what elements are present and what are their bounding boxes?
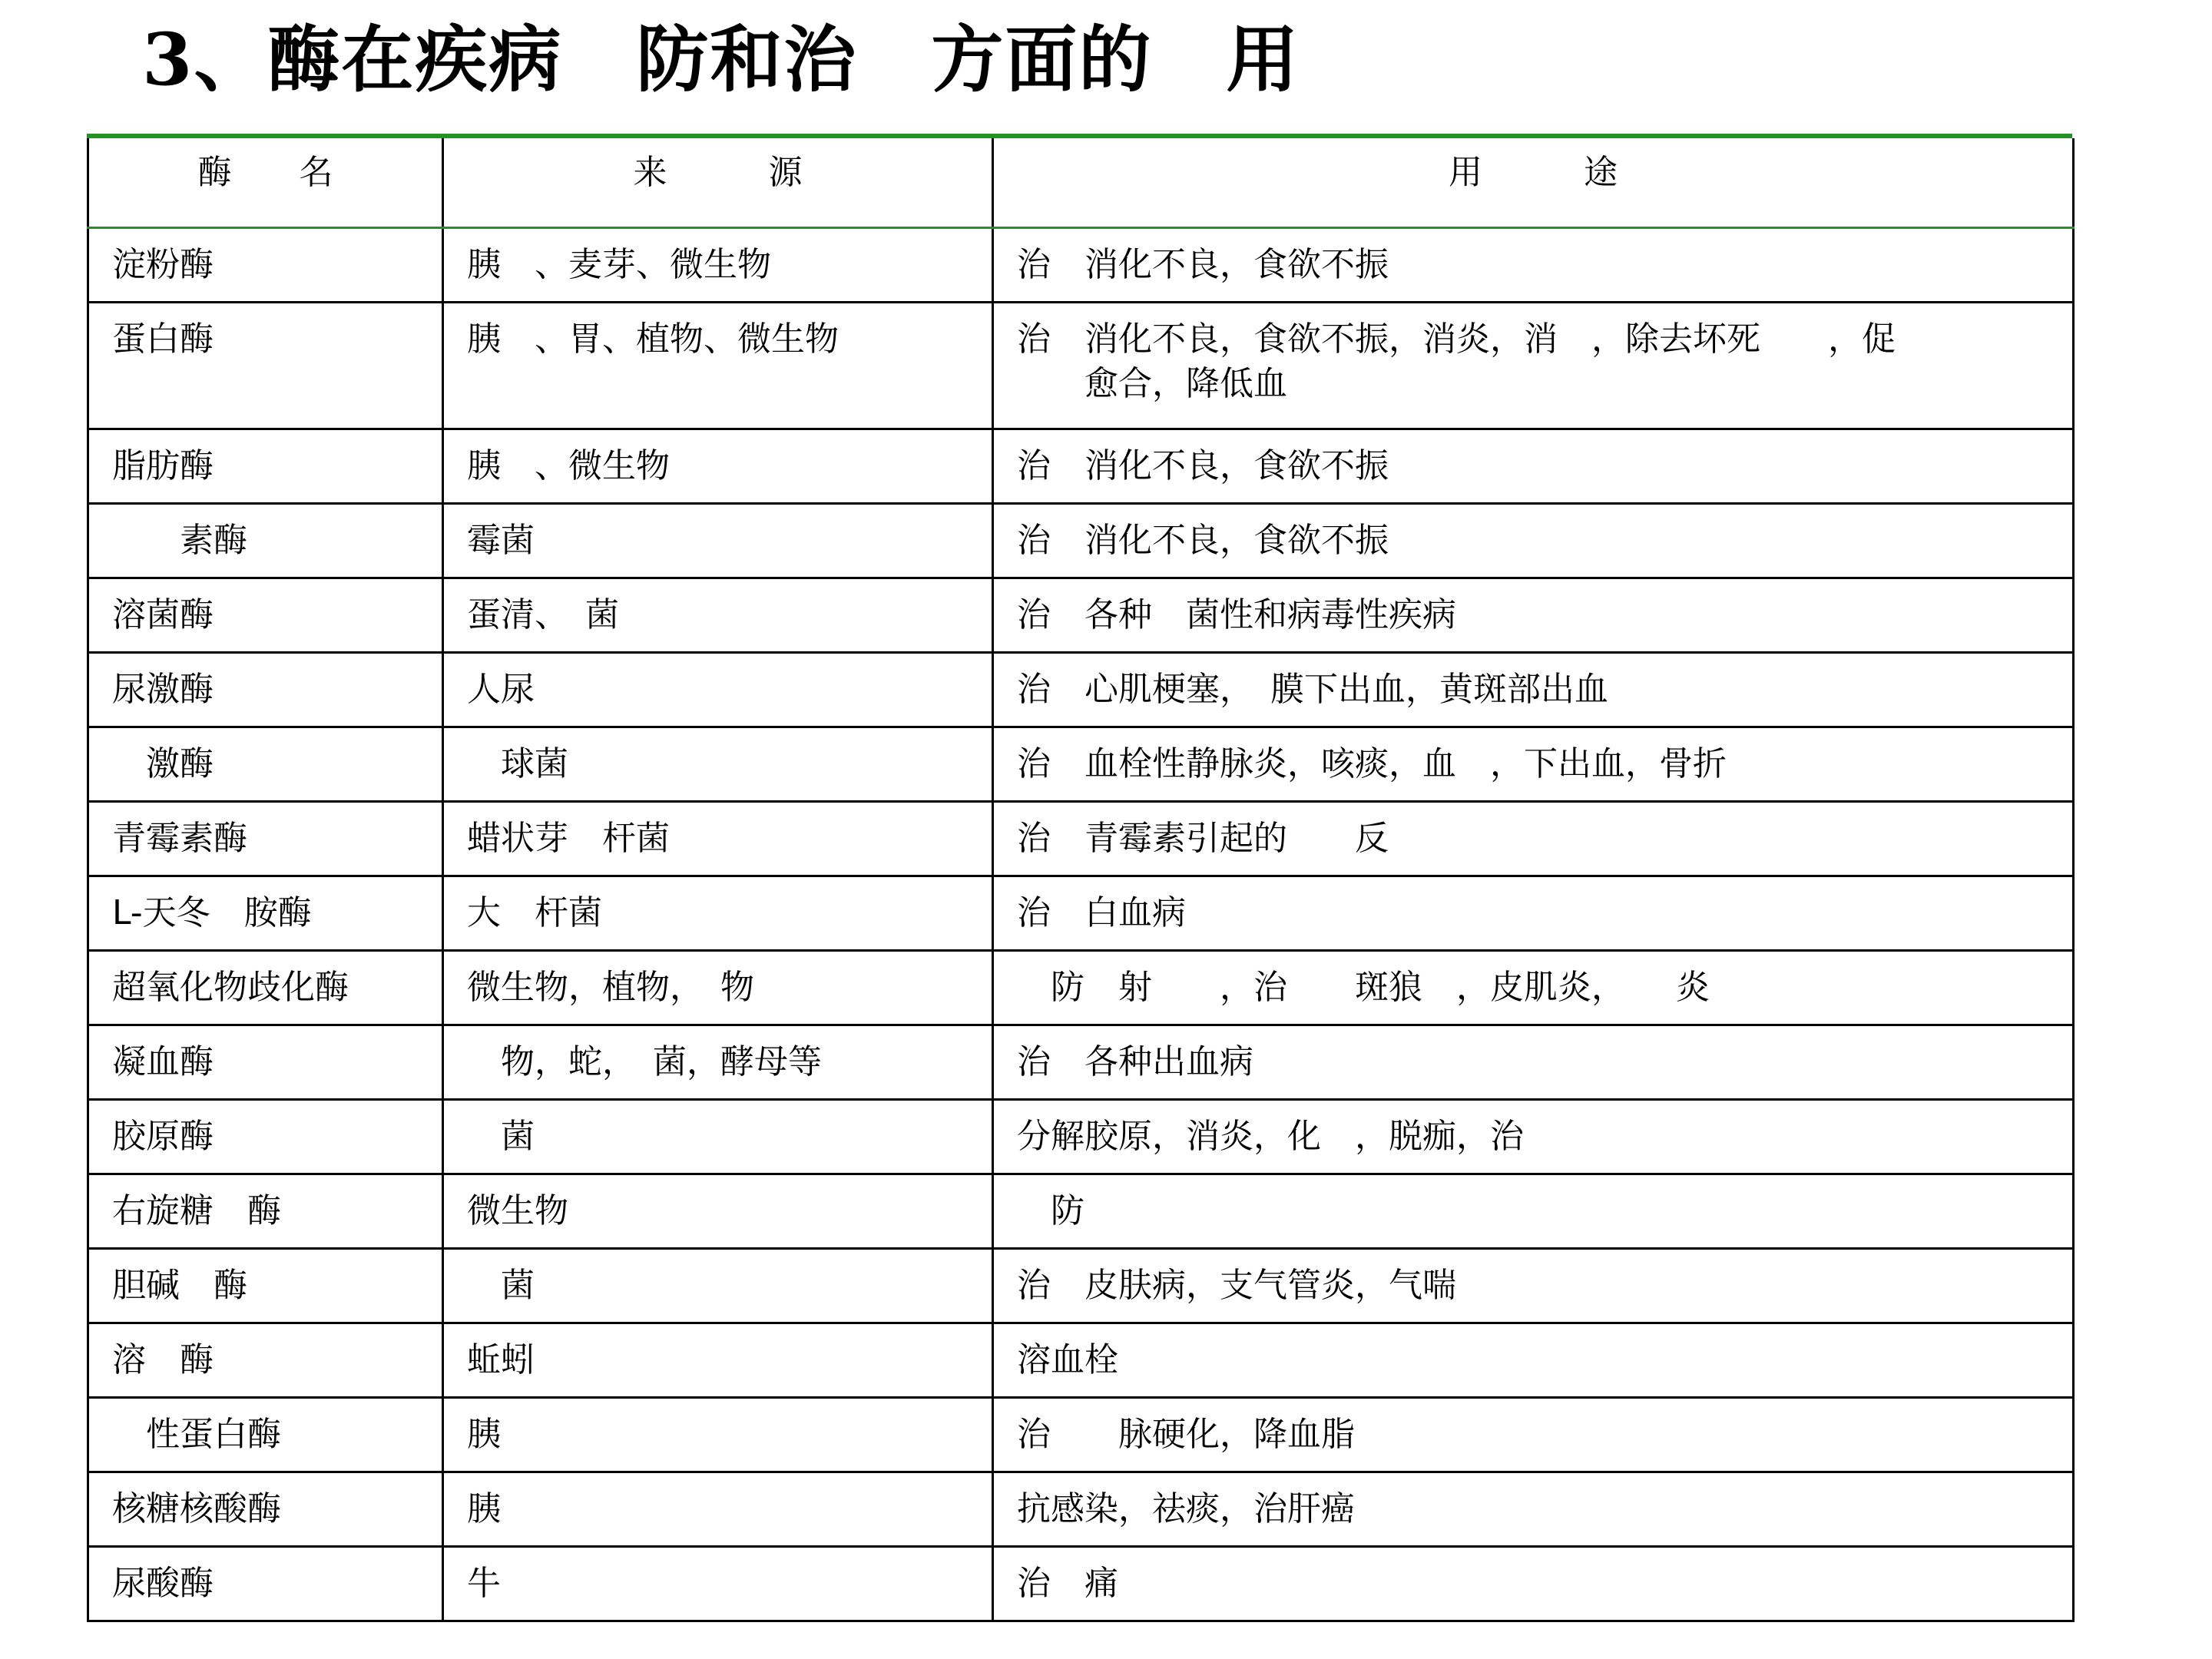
enzyme-source-cell: 胰 bbox=[443, 1472, 993, 1546]
enzyme-source-cell: 霉菌 bbox=[443, 503, 993, 578]
table-row bbox=[88, 1025, 2074, 1099]
enzyme-use-cell bbox=[993, 578, 2074, 652]
enzyme-use-line: 治 消化不良，食欲不振 bbox=[1017, 244, 1389, 284]
enzyme-source-cell: 胰 bbox=[443, 1397, 993, 1472]
enzyme-use-cell bbox=[993, 1174, 2074, 1248]
enzyme-use-line: 治 青霉素引起的 反 bbox=[1017, 818, 1389, 858]
enzyme-use-line: 抗感染，祛痰，治肝癌 bbox=[1017, 1488, 1355, 1528]
table-body bbox=[88, 227, 2074, 1621]
table-row bbox=[88, 876, 2074, 950]
enzyme-use-cell bbox=[993, 727, 2074, 801]
enzyme-source-cell: 微生物 bbox=[443, 1174, 993, 1248]
enzyme-use-line: 治 脉硬化，降血脂 bbox=[1017, 1414, 1355, 1454]
enzyme-use-line: 治 各种出血病 bbox=[1017, 1041, 1253, 1081]
enzyme-name-cell: 尿激酶 bbox=[88, 652, 443, 727]
header-source: 来 源 bbox=[443, 138, 993, 227]
enzyme-name-cell: 性蛋白酶 bbox=[88, 1397, 443, 1472]
enzyme-use-cell bbox=[993, 876, 2074, 950]
enzyme-name-cell: 蛋白酶 bbox=[88, 302, 443, 429]
header-enzyme-name: 酶 名 bbox=[88, 138, 443, 227]
enzyme-use-cell bbox=[993, 429, 2074, 503]
table-row bbox=[88, 1174, 2074, 1248]
enzyme-use-cell bbox=[993, 950, 2074, 1025]
enzyme-use-line: 治 各种 菌性和病毒性疾病 bbox=[1017, 594, 1456, 634]
enzyme-use-cell bbox=[993, 652, 2074, 727]
enzyme-source-cell: 球菌 bbox=[443, 727, 993, 801]
enzyme-use-cell bbox=[993, 801, 2074, 876]
enzyme-source-cell: 微生物，植物， 物 bbox=[443, 950, 993, 1025]
enzyme-source-cell: 胰 、胃、植物、微生物 bbox=[443, 302, 993, 429]
enzyme-use-cell bbox=[993, 302, 2074, 429]
enzyme-use-line: 治 消化不良，食欲不振，消炎，消 ，除去坏死 ，促 bbox=[1017, 319, 1896, 359]
table-row bbox=[88, 302, 2074, 429]
enzyme-name-cell: 激酶 bbox=[88, 727, 443, 801]
table-row bbox=[88, 578, 2074, 652]
enzyme-use-cell bbox=[993, 1099, 2074, 1174]
table-row bbox=[88, 652, 2074, 727]
table-row bbox=[88, 429, 2074, 503]
table-row bbox=[88, 1248, 2074, 1323]
enzyme-name-cell: 核糖核酸酶 bbox=[88, 1472, 443, 1546]
enzyme-use-line: 防 bbox=[1017, 1190, 1084, 1230]
enzyme-use-cell bbox=[993, 1025, 2074, 1099]
enzyme-name-cell: 超氧化物歧化酶 bbox=[88, 950, 443, 1025]
enzyme-use-line: 防 射 ，治 斑狼 ，皮肌炎， 炎 bbox=[1017, 967, 1710, 1007]
enzyme-source-cell: 胰 、麦芽、微生物 bbox=[443, 227, 993, 302]
table-row bbox=[88, 950, 2074, 1025]
enzyme-name-cell: 凝血酶 bbox=[88, 1025, 443, 1099]
table-row bbox=[88, 1099, 2074, 1174]
enzyme-use-line: 治 痛 bbox=[1017, 1563, 1118, 1603]
enzyme-source-cell: 牛 bbox=[443, 1546, 993, 1621]
table-header-row bbox=[88, 138, 2074, 227]
enzyme-name-cell: 溶菌酶 bbox=[88, 578, 443, 652]
table-row bbox=[88, 1397, 2074, 1472]
enzyme-use-line: 治 心肌梗塞， 膜下出血，黄斑部出血 bbox=[1017, 669, 1608, 709]
enzyme-use-line: 愈合，降低血 bbox=[1017, 363, 1287, 403]
enzyme-name-cell: L-天冬 胺酶 bbox=[88, 876, 443, 950]
enzyme-name-cell: 胶原酶 bbox=[88, 1099, 443, 1174]
enzyme-use-cell bbox=[993, 1248, 2074, 1323]
enzyme-source-cell: 物，蛇， 菌，酵母等 bbox=[443, 1025, 993, 1099]
enzyme-name-cell: 右旋糖 酶 bbox=[88, 1174, 443, 1248]
enzyme-source-cell: 人尿 bbox=[443, 652, 993, 727]
enzyme-source-cell: 胰 、微生物 bbox=[443, 429, 993, 503]
enzyme-name-cell: 淀粉酶 bbox=[88, 227, 443, 302]
enzyme-use-cell bbox=[993, 1323, 2074, 1397]
enzyme-source-cell: 大 杆菌 bbox=[443, 876, 993, 950]
table-row bbox=[88, 1323, 2074, 1397]
enzyme-source-cell: 菌 bbox=[443, 1248, 993, 1323]
header-use: 用 途 bbox=[993, 138, 2074, 227]
table-row bbox=[88, 1472, 2074, 1546]
enzyme-use-cell bbox=[993, 227, 2074, 302]
enzyme-use-line: 治 消化不良，食欲不振 bbox=[1017, 520, 1389, 560]
table-row bbox=[88, 801, 2074, 876]
table-row bbox=[88, 503, 2074, 578]
enzyme-use-line: 治 白血病 bbox=[1017, 892, 1186, 932]
table-row bbox=[88, 1546, 2074, 1621]
enzyme-use-line: 治 血栓性静脉炎，咳痰，血 ，下出血，骨折 bbox=[1017, 743, 1727, 783]
table-row bbox=[88, 227, 2074, 302]
enzyme-use-cell bbox=[993, 503, 2074, 578]
enzyme-source-cell: 蛋清、 菌 bbox=[443, 578, 993, 652]
enzyme-table-container bbox=[87, 134, 2072, 1622]
enzyme-source-cell: 蚯蚓 bbox=[443, 1323, 993, 1397]
table-row bbox=[88, 727, 2074, 801]
enzyme-name-cell: 脂肪酶 bbox=[88, 429, 443, 503]
enzyme-source-cell: 菌 bbox=[443, 1099, 993, 1174]
enzyme-use-line: 治 消化不良，食欲不振 bbox=[1017, 445, 1389, 485]
enzyme-use-line: 分解胶原，消炎，化 ，脱痂，治 bbox=[1017, 1116, 1524, 1156]
enzyme-name-cell: 青霉素酶 bbox=[88, 801, 443, 876]
page-title: 3、酶在疾病 防和治 方面的 用 bbox=[142, 18, 1300, 102]
enzyme-name-cell: 尿酸酶 bbox=[88, 1546, 443, 1621]
enzyme-use-line: 治 皮肤病，支气管炎，气喘 bbox=[1017, 1265, 1456, 1305]
enzyme-use-line: 溶血栓 bbox=[1017, 1339, 1118, 1379]
enzyme-name-cell: 溶 酶 bbox=[88, 1323, 443, 1397]
enzyme-name-cell: 素酶 bbox=[88, 503, 443, 578]
enzyme-name-cell: 胆碱 酶 bbox=[88, 1248, 443, 1323]
enzyme-source-cell: 蜡状芽 杆菌 bbox=[443, 801, 993, 876]
enzyme-table bbox=[87, 138, 2075, 1622]
enzyme-use-cell bbox=[993, 1397, 2074, 1472]
enzyme-use-cell bbox=[993, 1546, 2074, 1621]
enzyme-use-cell bbox=[993, 1472, 2074, 1546]
